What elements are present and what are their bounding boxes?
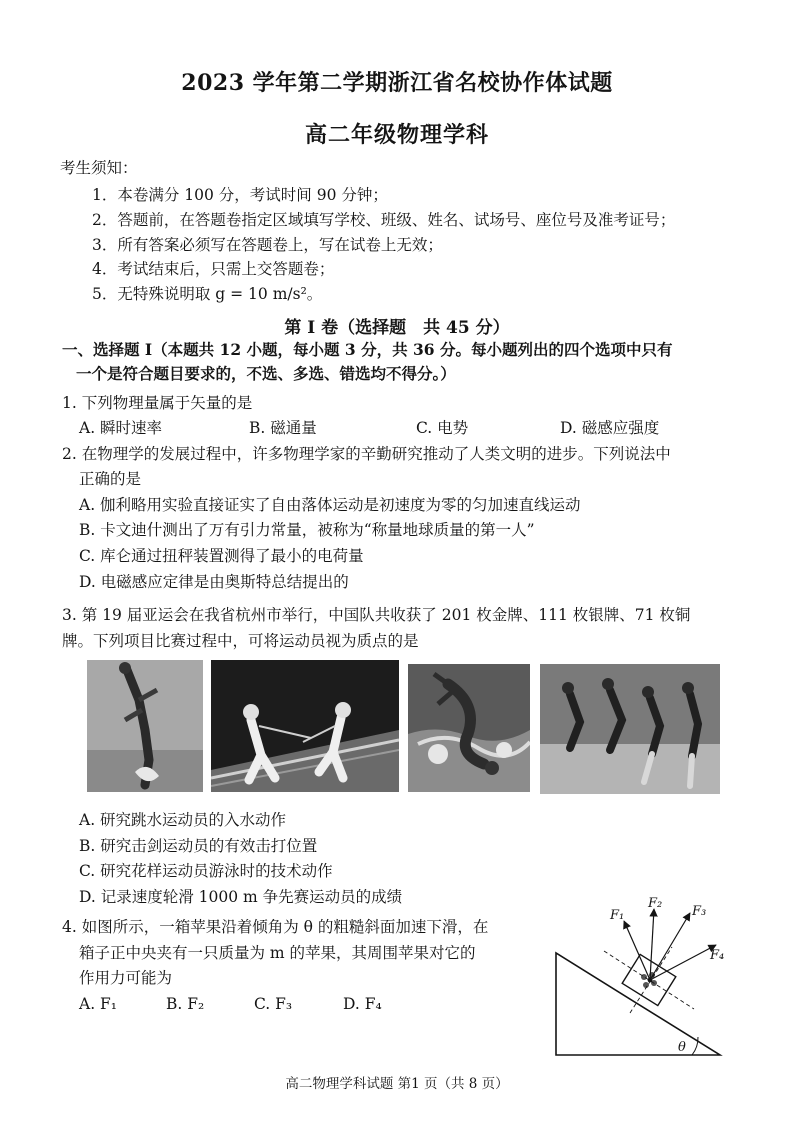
q4-stem-line-2: 箱子正中央夹有一只质量为 m 的苹果，其周围苹果对它的 [79,944,476,962]
q1-option-b: B. 磁通量 [249,419,317,437]
q3-option-d: D. 记录速度轮滑 1000 m 争先赛运动员的成绩 [79,888,403,906]
incline-force-diagram [550,895,730,1065]
q2-option-d: D. 电磁感应定律是由奥斯特总结提出的 [79,573,349,591]
part-instructions [62,338,752,386]
q4-option-d: D. F₄ [343,995,382,1013]
diving-photo [87,660,203,792]
q4-option-a: A. F₁ [79,995,118,1013]
exam-title: 2023 学年第二学期浙江省名校协作体试题 [181,70,613,96]
q2-stem-line-2: 正确的是 [79,470,142,488]
q4-stem-line-1: 4. 如图所示，一箱苹果沿着倾角为 θ 的粗糙斜面加速下滑，在 [62,918,489,936]
q1-option-a: A. 瞬时速率 [79,419,163,437]
q4-stem-line-3: 作用力可能为 [79,969,173,987]
q2-option-c: C. 库仑通过扭秤装置测得了最小的电荷量 [79,547,364,565]
label-theta: θ [678,1040,686,1055]
page-footer: 高二物理学科试题 第1 页（共 8 页） [285,1076,509,1092]
q4-option-b: B. F₂ [166,995,205,1013]
q2-option-a: A. 伽利略用实验直接证实了自由落体运动是初速度为零的匀加速直线运动 [79,496,581,514]
exam-subtitle: 高二年级物理学科 [304,122,489,148]
part-instructions-line-2: 一个是符合题目要求的，不选、多选、错选均不得分。） [76,364,456,383]
q3-option-c: C. 研究花样运动员游泳时的技术动作 [79,862,333,880]
apple-box [622,954,676,1005]
q3-option-a: A. 研究跳水运动员的入水动作 [79,811,287,829]
label-f1: F₁ [610,908,625,923]
q2-option-b: B. 卡文迪什测出了万有引力常量，被称为“称量地球质量的第一人” [79,521,535,539]
section-title: 第 I 卷（选择题 共 45 分） [284,318,510,338]
skating-photo [540,664,720,794]
notice-label: 考生须知： [60,159,138,177]
label-f2: F₂ [648,896,663,911]
notice-item-2: 2．答题前，在答题卷指定区域填写学校、班级、姓名、试场号、座位号及准考证号； [92,211,676,229]
q1-option-d: D. 磁感应强度 [560,419,660,437]
q3-option-b: B. 研究击剑运动员的有效击打位置 [79,837,318,855]
q1-option-c: C. 电势 [416,419,469,437]
q3-stem-line-1: 3. 第 19 届亚运会在我省杭州市举行，中国队共收获了 201 枚金牌、111 枚银牌、71 枚铜 [62,606,691,624]
notice-item-4: 4．考试结束后，只需上交答题卷； [92,260,335,278]
label-f4: F₄ [710,948,725,963]
notice-item-1: 1．本卷满分 100 分，考试时间 90 分钟； [92,186,388,204]
fencing-photo [211,660,399,792]
swimming-photo [408,664,530,792]
q1-stem: 1. 下列物理量属于矢量的是 [62,394,253,412]
notice-item-5: 5．无特殊说明取 g = 10 m/s²。 [92,285,323,303]
q3-stem-line-2: 牌。下列项目比赛过程中，可将运动员视为质点的是 [62,632,419,650]
q2-stem-line-1: 2. 在物理学的发展过程中，许多物理学家的辛勤研究推动了人类文明的进步。下列说法中 [62,445,671,463]
part-instructions-line-1: 一、选择题 I（本题共 12 小题，每小题 3 分，共 36 分。每小题列出的四个选项中只有 [62,340,673,359]
notice-item-3: 3．所有答案必须写在答题卷上，写在试卷上无效； [92,236,443,254]
q4-option-c: C. F₃ [254,995,293,1013]
label-f3: F₃ [692,904,707,919]
